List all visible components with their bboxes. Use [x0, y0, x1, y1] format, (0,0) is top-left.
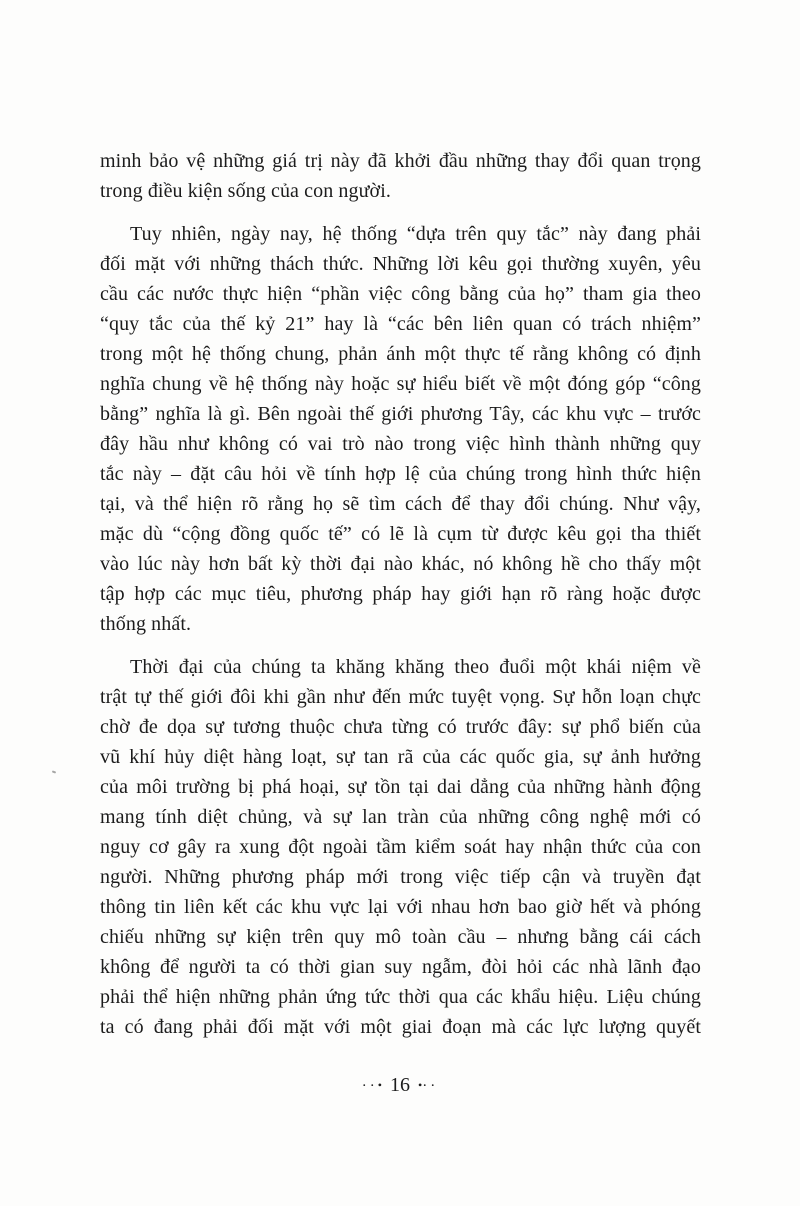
text-line: tập hợp các mục tiêu, phương pháp hay giới hạn rõ ràng hoặc được	[100, 583, 701, 605]
text-line: chiếu những sự kiện trên quy mô toàn cầu – nhưng bằng cái cách	[100, 926, 701, 948]
text-line: bằng” nghĩa là gì. Bên ngoài thế giới phương Tây, các khu vực – trước	[100, 403, 701, 425]
text-line: minh bảo vệ những giá trị này đã khởi đầu những thay đổi quan trọng	[100, 150, 701, 172]
text-line: phải thể hiện những phản ứng tức thời qua các khẩu hiệu. Liệu chúng	[100, 986, 701, 1008]
text-line: thông tin liên kết các khu vực lại với nhau hơn bao giờ hết và phóng	[100, 896, 701, 918]
text-line: mang tính diệt chủng, và sự lan tràn của những công nghệ mới có	[100, 806, 701, 828]
text-line: tại, và thể hiện rõ rằng họ sẽ tìm cách để thay đổi chúng. Như vậy,	[100, 493, 701, 515]
text-line: Thời đại của chúng ta khăng khăng theo đuổi một khái niệm về	[130, 656, 701, 678]
text-line: ta có đang phải đối mặt với một giai đoạn mà các lực lượng quyết	[100, 1016, 701, 1038]
text-line: không để người ta có thời gian suy ngẫm, đòi hỏi các nhà lãnh đạo	[100, 956, 701, 978]
scan-speck	[52, 770, 56, 773]
page-number: 16	[390, 1074, 410, 1096]
text-line: thống nhất.	[100, 613, 192, 635]
text-line: tắc này – đặt câu hỏi về tính hợp lệ của chúng trong hình thức hiện	[100, 463, 701, 485]
footer-ornament-right-big: •	[418, 1078, 423, 1092]
text-line: Tuy nhiên, ngày nay, hệ thống “dựa trên quy tắc” này đang phải	[130, 223, 701, 245]
text-line: “quy tắc của thế kỷ 21” hay là “các bên liên quan có trách nhiệm”	[100, 313, 701, 335]
footer-ornament-left-small: ··	[361, 1078, 378, 1094]
body-text	[100, 146, 701, 1042]
footer-ornament-left-big: •	[377, 1078, 382, 1092]
text-line: đây hầu như không có vai trò nào trong việc hình thành những quy	[100, 433, 701, 455]
text-line: vũ khí hủy diệt hàng loạt, sự tan rã của các quốc gia, sự ảnh hưởng	[100, 746, 701, 768]
footer-ornament-right-small: ··	[422, 1078, 439, 1094]
text-line: trong một hệ thống chung, phản ánh một thực tế rằng không có định	[100, 343, 701, 365]
text-line: đối mặt với những thách thức. Những lời kêu gọi thường xuyên, yêu	[100, 253, 701, 275]
text-line: vào lúc này hơn bất kỳ thời đại nào khác, nó không hề cho thấy một	[100, 553, 701, 575]
text-line: nguy cơ gây ra xung đột ngoài tầm kiểm soát hay nhận thức của con	[100, 836, 701, 858]
text-line: người. Những phương pháp mới trong việc tiếp cận và truyền đạt	[100, 866, 701, 888]
text-line: trật tự thế giới đôi khi gần như đến mức tuyệt vọng. Sự hỗn loạn chực	[100, 686, 701, 708]
text-line: mặc dù “cộng đồng quốc tế” có lẽ là cụm từ được kêu gọi tha thiết	[100, 523, 701, 545]
text-line: của môi trường bị phá hoại, sự tồn tại dai dẳng của những hành động	[100, 776, 701, 798]
text-line: nghĩa chung về hệ thống này hoặc sự hiểu biết về một đóng góp “công	[100, 373, 701, 395]
text-line: chờ đe dọa sự tương thuộc chưa từng có trước đây: sự phổ biến của	[100, 716, 701, 738]
page-footer	[0, 1070, 800, 1101]
text-line: cầu các nước thực hiện “phần việc công bằng của họ” tham gia theo	[100, 283, 701, 305]
text-line: trong điều kiện sống của con người.	[100, 180, 391, 202]
